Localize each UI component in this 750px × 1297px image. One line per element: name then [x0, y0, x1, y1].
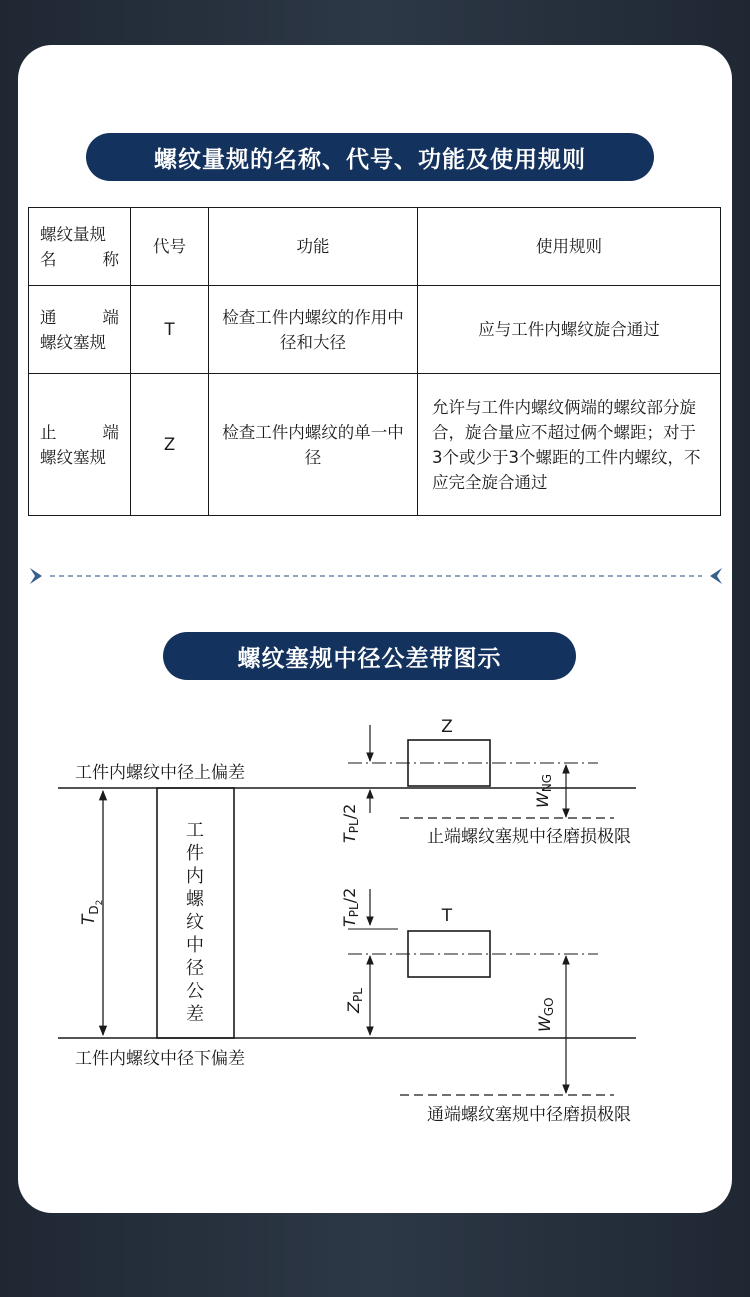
cell-function: 检查工件内螺纹的单一中径	[209, 374, 418, 516]
t-gauge-label: T	[441, 906, 453, 926]
cell-code: T	[131, 286, 209, 374]
content-card	[18, 45, 732, 1213]
table-header-row	[29, 208, 721, 286]
header-name: 螺纹量规 名 称	[29, 208, 131, 286]
section-title-tolerance-diagram: 螺纹塞规中径公差带图示	[163, 632, 576, 680]
cell-name: 通 端 螺纹塞规	[29, 286, 131, 374]
svg-text:件: 件	[186, 843, 204, 864]
section-divider	[28, 565, 724, 587]
svg-text:内: 内	[186, 866, 204, 887]
cell-rule: 允许与工件内螺纹俩端的螺纹部分旋合，旋合量应不超过俩个螺距；对于3个或少于3个螺距的工件内螺纹，不应完全旋合通过	[418, 374, 721, 516]
upper-deviation-label: 工件内螺纹中径上偏差	[75, 763, 245, 783]
svg-text:工: 工	[186, 820, 204, 841]
tolerance-zone-diagram	[18, 695, 732, 1195]
tolerance-zone-text	[186, 820, 205, 1025]
header-function: 功能	[209, 208, 418, 286]
header-code: 代号	[131, 208, 209, 286]
cell-name: 止 端 螺纹塞规	[29, 374, 131, 516]
table-row	[29, 374, 721, 516]
wgo-label: WGO	[535, 997, 556, 1032]
svg-text:径: 径	[186, 958, 204, 979]
section-title-gauge-rules: 螺纹量规的名称、代号、功能及使用规则	[86, 133, 654, 181]
wng-label: WNG	[533, 773, 554, 808]
gauge-rules-table	[28, 207, 721, 516]
stop-wear-limit-label: 止端螺纹塞规中径磨损极限	[427, 827, 631, 847]
chevron-left-icon	[710, 568, 722, 584]
tpl-half-upper-label: TPL/2	[340, 803, 361, 843]
svg-text:中: 中	[186, 935, 204, 956]
cell-rule: 应与工件内螺纹旋合通过	[418, 286, 721, 374]
svg-text:纹: 纹	[186, 912, 204, 933]
svg-text:螺: 螺	[186, 889, 204, 910]
cell-function: 检查工件内螺纹的作用中径和大径	[209, 286, 418, 374]
z-gauge-label: Z	[441, 717, 453, 737]
svg-text:公: 公	[186, 981, 204, 1002]
zpl-label: ZPL	[344, 988, 365, 1013]
lower-deviation-label: 工件内螺纹中径下偏差	[75, 1049, 245, 1069]
cell-code: Z	[131, 374, 209, 516]
chevron-right-icon	[30, 568, 42, 584]
td2-label: $T_{D2}$	[79, 899, 105, 925]
svg-text:差: 差	[186, 1004, 204, 1025]
tpl-half-lower-label: TPL/2	[340, 887, 361, 927]
go-wear-limit-label: 通端螺纹塞规中径磨损极限	[427, 1105, 631, 1125]
table-row	[29, 286, 721, 374]
header-rule: 使用规则	[418, 208, 721, 286]
